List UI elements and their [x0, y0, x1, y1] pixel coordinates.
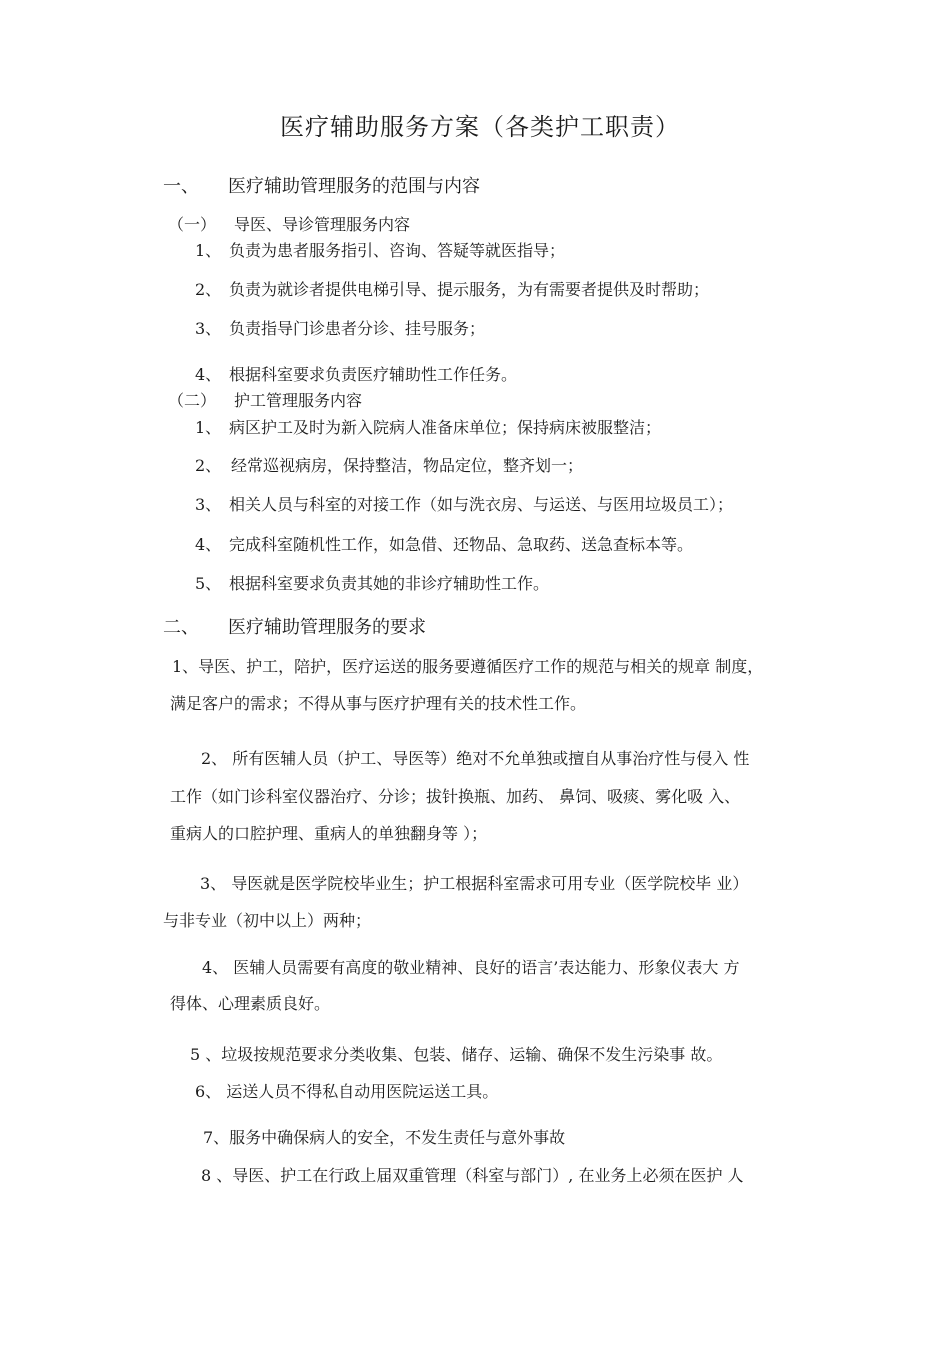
sub2-item-text: 根据科室要求负责其她的非诊疗辅助性工作。: [229, 574, 550, 593]
sub2-item-number: 1、: [195, 418, 222, 437]
sub1-item-text: 负责指导门诊患者分诊、挂号服务；: [229, 319, 486, 338]
section2-heading: 医疗辅助管理服务的要求: [228, 617, 426, 638]
sub1-number: （一）: [168, 215, 217, 234]
sub1-heading: 导医、导诊管理服务内容: [234, 215, 411, 234]
requirement-line: 7、服务中确保病人的安全，不发生责任与意外事故: [203, 1128, 566, 1147]
sub2-item-text: 完成科室随机性工作，如急借、还物品、急取药、送急查标本等。: [229, 535, 694, 554]
requirement-line: 得体、心理素质良好。: [170, 994, 331, 1013]
sub1-item-number: 3、: [195, 319, 222, 338]
sub1-item-number: 1、: [195, 241, 222, 260]
sub1-item-text: 根据科室要求负责医疗辅助性工作任务。: [229, 365, 518, 384]
requirement-line: 8 、导医、护工在行政上届双重管理（科室与部门）, 在业务上必须在医护 人: [201, 1166, 744, 1185]
section1-heading: 医疗辅助管理服务的范围与内容: [228, 176, 480, 197]
sub2-item-number: 3、: [195, 495, 222, 514]
section1-number: 一、: [163, 176, 199, 197]
sub1-item-text: 负责为患者服务指引、咨询、答疑等就医指导；: [229, 241, 566, 260]
requirement-line: 工作（如门诊科室仪器治疗、分诊；拔针换瓶、加药、 鼻饲、吸痰、雾化吸 入、: [170, 787, 741, 806]
sub1-item-number: 2、: [195, 280, 222, 299]
sub2-item-text: 相关人员与科室的对接工作（如与洗衣房、与运送、与医用垃圾员工）；: [229, 495, 734, 514]
requirement-line: 2、 所有医辅人员（护工、导医等）绝对不允单独或擅自从事治疗性与侵入 性: [201, 749, 750, 768]
requirement-line: 重病人的口腔护理、重病人的单独翻身等 ）；: [170, 824, 488, 843]
sub2-heading: 护工管理服务内容: [234, 391, 363, 410]
sub2-item-text: 经常巡视病房，保持整洁，物品定位，整齐划一；: [231, 456, 584, 475]
requirement-line: 6、 运送人员不得私自动用医院运送工具。: [195, 1082, 499, 1101]
sub2-number: （二）: [168, 391, 217, 410]
document-title: 医疗辅助服务方案（各类护工职责）: [280, 113, 680, 141]
sub2-item-text: 病区护工及时为新入院病人准备床单位；保持病床被服整洁；: [229, 418, 662, 437]
sub2-item-number: 4、: [195, 535, 222, 554]
sub1-item-text: 负责为就诊者提供电梯引导、提示服务，为有需要者提供及时帮助；: [229, 280, 710, 299]
requirement-line: 与非专业（初中以上）两种；: [163, 911, 372, 930]
sub2-item-number: 2、: [195, 456, 222, 475]
sub1-item-number: 4、: [195, 365, 222, 384]
section2-number: 二、: [163, 617, 199, 638]
requirement-line: 4、 医辅人员需要有高度的敬业精神、良好的语言’表达能力、形象仪表大 方: [202, 958, 740, 977]
requirement-line: 5 、垃圾按规范要求分类收集、包装、储存、运输、确保不发生污染事 故。: [190, 1045, 723, 1064]
requirement-line: 满足客户的需求；不得从事与医疗护理有关的技术性工作。: [170, 694, 587, 713]
requirement-line: 3、 导医就是医学院校毕业生；护工根据科室需求可用专业（医学院校毕 业）: [200, 874, 749, 893]
sub2-item-number: 5、: [195, 574, 222, 593]
requirement-line: 1、导医、护工，陪护，医疗运送的服务要遵循医疗工作的规范与相关的规章 制度，: [172, 657, 764, 676]
